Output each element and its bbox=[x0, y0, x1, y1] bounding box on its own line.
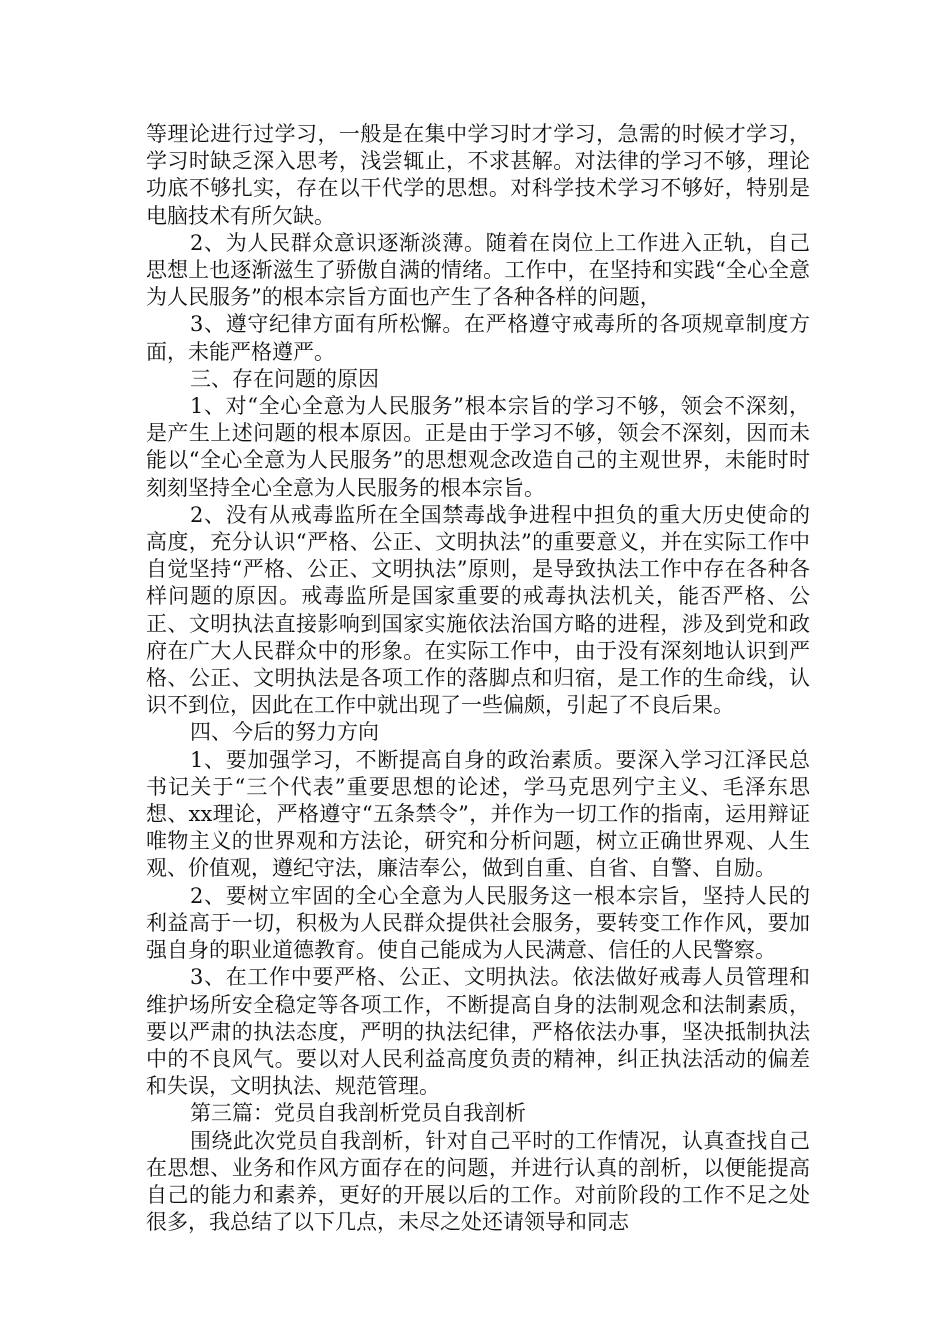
document-body bbox=[146, 121, 810, 1236]
paragraph-cause-2: 2、没有从戒毒监所在全国禁毒战争进程中担负的重大历史使命的高度，充分认识“严格、公正、文明执法”的重要意义，并在实际工作中自觉坚持“严格、公正、文明执法”原则，是导致执法工作中存在各种各样问题的原因。戒毒监所是国家重要的戒毒执法机关，能否严格、公正、文明执法直接影响到国家实施依法治国方略的进程，涉及到党和政府在广大人民群众中的形象。在实际工作中，由于没有深刻地认识到严格、公正、文明执法是各项工作的落脚点和归宿，是工作的生命线，认识不到位，因此在工作中就出现了一些偏颇，引起了不良后果。 bbox=[146, 502, 810, 718]
paragraph-direction-2: 2、要树立牢固的全心全意为人民服务这一根本宗旨，坚持人民的利益高于一切，积极为人民群众提供社会服务，要转变工作作风，要加强自身的职业道德教育。使自己能成为人民满意、信任的人民警察。 bbox=[146, 883, 810, 963]
section-heading-future-direction: 四、今后的努力方向 bbox=[190, 720, 379, 745]
paragraph-cause-1: 1、对“全心全意为人民服务”根本宗旨的学习不够，领会不深刻，是产生上述问题的根本原因。正是由于学习不够，领会不深刻，因而未能以“全心全意为人民服务”的思想观念改造自己的主观世界，未能时时刻刻坚持全心全意为人民服务的根本宗旨。 bbox=[146, 394, 810, 500]
paragraph-direction-1: 1、要加强学习，不断提高自身的政治素质。要深入学习江泽民总书记关于“三个代表”重要思想的论述，学马克思列宁主义、毛泽东思想、xx理论，严格遵守“五条禁令”，并作为一切工作的指南，运用辩证唯物主义的世界观和方法论，研究和分析问题，树立正确世界观、人生观、价值观，遵纪守法，廉洁奉公，做到自重、自省、自警、自励。 bbox=[146, 747, 810, 881]
paragraph-service-awareness: 2、为人民群众意识逐渐淡薄。随着在岗位上工作进入正轨，自己思想上也逐渐滋生了骄傲自满的情绪。工作中，在坚持和实践“全心全意为人民服务”的根本宗旨方面也产生了各种各样的问题， bbox=[146, 230, 810, 310]
article-title-part-three: 第三篇：党员自我剖析党员自我剖析 bbox=[190, 1101, 526, 1126]
paragraph-self-analysis-intro: 围绕此次党员自我剖析，针对自己平时的工作情况，认真查找自己在思想、业务和作风方面存在的问题，并进行认真的剖析，以便能提高自己的能力和素养，更好的开展以后的工作。对前阶段的工作不足之处很多，我总结了以下几点，未尽之处还请领导和同志 bbox=[146, 1128, 810, 1235]
paragraph-discipline: 3、遵守纪律方面有所松懈。在严格遵守戒毒所的各项规章制度方面，未能严格遵严。 bbox=[146, 312, 810, 364]
paragraph-direction-3: 3、在工作中要严格、公正、文明执法。依法做好戒毒人员管理和维护场所安全稳定等各项工作，不断提高自身的法制观念和法制素质，要以严肃的执法态度，严明的执法纪律，严格依法办事，坚决抵制执法中的不良风气。要以对人民利益高度负责的精神，纠正执法活动的偏差和失误，文明执法、规范管理。 bbox=[146, 965, 810, 1099]
paragraph-study-shortcomings: 等理论进行过学习，一般是在集中学习时才学习，急需的时候才学习，学习时缺乏深入思考，浅尝辄止，不求甚解。对法律的学习不够，理论功底不够扎实，存在以干代学的思想。对科学技术学习不够好，特别是电脑技术有所欠缺。 bbox=[146, 122, 810, 228]
section-heading-causes: 三、存在问题的原因 bbox=[190, 366, 379, 391]
